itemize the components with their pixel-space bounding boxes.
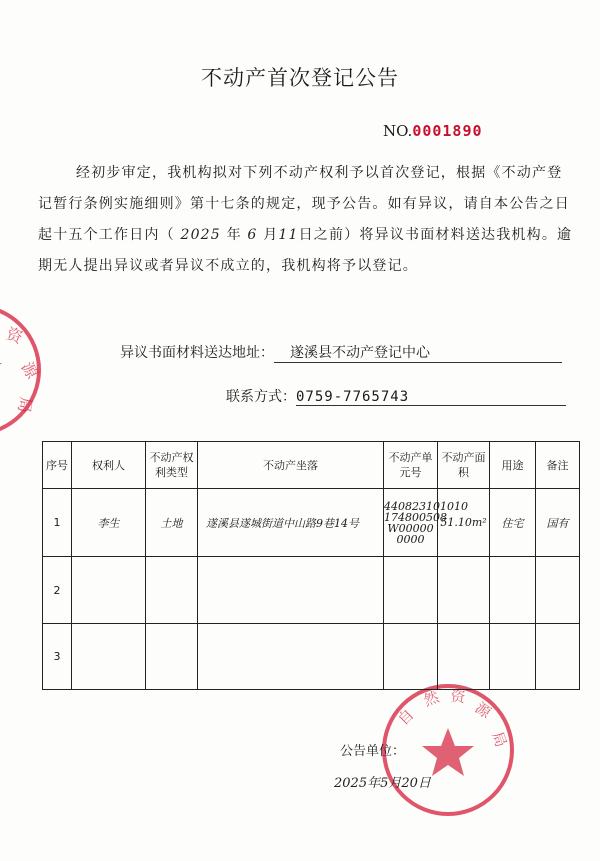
svg-text:源: 源: [17, 358, 42, 382]
address-label: 异议书面材料送达地址：: [120, 345, 274, 361]
svg-text:源: 源: [471, 698, 495, 722]
deadline-day: 11: [278, 227, 299, 243]
announcement-body: [38, 158, 576, 282]
cell-unit-no: 440823101010 174800508 W00000 0000: [384, 489, 438, 557]
serial-number: [383, 122, 483, 140]
cell-empty: [438, 557, 490, 624]
month-label: 月: [263, 227, 279, 243]
cell-location: 遂溪县遂城街道中山路9巷14号: [198, 489, 384, 557]
cell-empty: [72, 557, 146, 624]
cell-right-type: 土地: [146, 489, 198, 557]
cell-empty: [146, 557, 198, 624]
cell-empty: [490, 624, 536, 690]
cell-empty: [198, 624, 384, 690]
page-title: 不动产首次登记公告: [201, 66, 399, 90]
header-owner: 权利人: [72, 442, 146, 489]
cell-owner: 李生: [72, 489, 146, 557]
body-p1: 经初步审定，我机构拟对下列不动产权利予以首次登记，根据《不动产登记暂行条例实施细则》第十七条的规定，现予公告。如有异议，请自本公告之日起十五个工作日内（: [38, 165, 570, 243]
contact-value: 0759-7765743: [296, 389, 566, 406]
svg-text:资: 资: [449, 687, 467, 707]
address-value: 遂溪县不动产登记中心: [274, 342, 562, 363]
svg-text:然: 然: [421, 687, 442, 710]
cell-empty: [384, 624, 438, 690]
cell-empty: [384, 557, 438, 624]
body-p2: 将异议书面材料送达我机构。逾期无人提出异议或者异议不成立的，我机构将予以登记。: [38, 227, 573, 274]
cell-empty: [536, 557, 580, 624]
header-seq: 序号: [43, 442, 72, 489]
contact-row: [226, 386, 566, 406]
header-unit-no: 不动产单元号: [384, 442, 438, 489]
deadline-month: 6: [247, 227, 258, 243]
cell-note: 国有: [536, 489, 580, 557]
svg-text:局: 局: [488, 729, 511, 750]
svg-text:自: 自: [394, 705, 418, 729]
table-header-row: [43, 442, 580, 489]
announcement-date: 2025年5月20日: [334, 776, 431, 791]
cell-seq: 2: [43, 557, 72, 624]
cell-empty: [72, 624, 146, 690]
announcing-unit: 公告单位：: [340, 744, 406, 759]
contact-label: 联系方式：: [226, 389, 296, 405]
deadline-year: 2025: [180, 227, 221, 243]
cell-usage: 住宅: [490, 489, 536, 557]
header-location: 不动产坐落: [198, 442, 384, 489]
cell-seq: 3: [43, 624, 72, 690]
cell-seq: 1: [43, 489, 72, 557]
year-label: 年: [226, 227, 242, 243]
cell-empty: [536, 624, 580, 690]
header-note: 备注: [536, 442, 580, 489]
table-row: [43, 557, 580, 624]
cell-empty: [438, 624, 490, 690]
registration-table: [42, 441, 580, 690]
day-suffix: 日之前）: [298, 227, 360, 243]
table-row: [43, 489, 580, 557]
serial-value: 0001890: [412, 122, 483, 140]
cell-empty: [198, 557, 384, 624]
cell-empty: [490, 557, 536, 624]
table-row: [43, 624, 580, 690]
objection-address-row: [120, 342, 562, 363]
header-right-type: 不动产权利类型: [146, 442, 198, 489]
cell-area: 51.10m²: [438, 489, 490, 557]
serial-prefix: NO.: [383, 122, 413, 140]
official-seal-left: [0, 300, 45, 440]
svg-text:局: 局: [14, 395, 36, 415]
cell-empty: [146, 624, 198, 690]
header-usage: 用途: [490, 442, 536, 489]
header-area: 不动产面积: [438, 442, 490, 489]
svg-text:资: 资: [3, 323, 26, 348]
